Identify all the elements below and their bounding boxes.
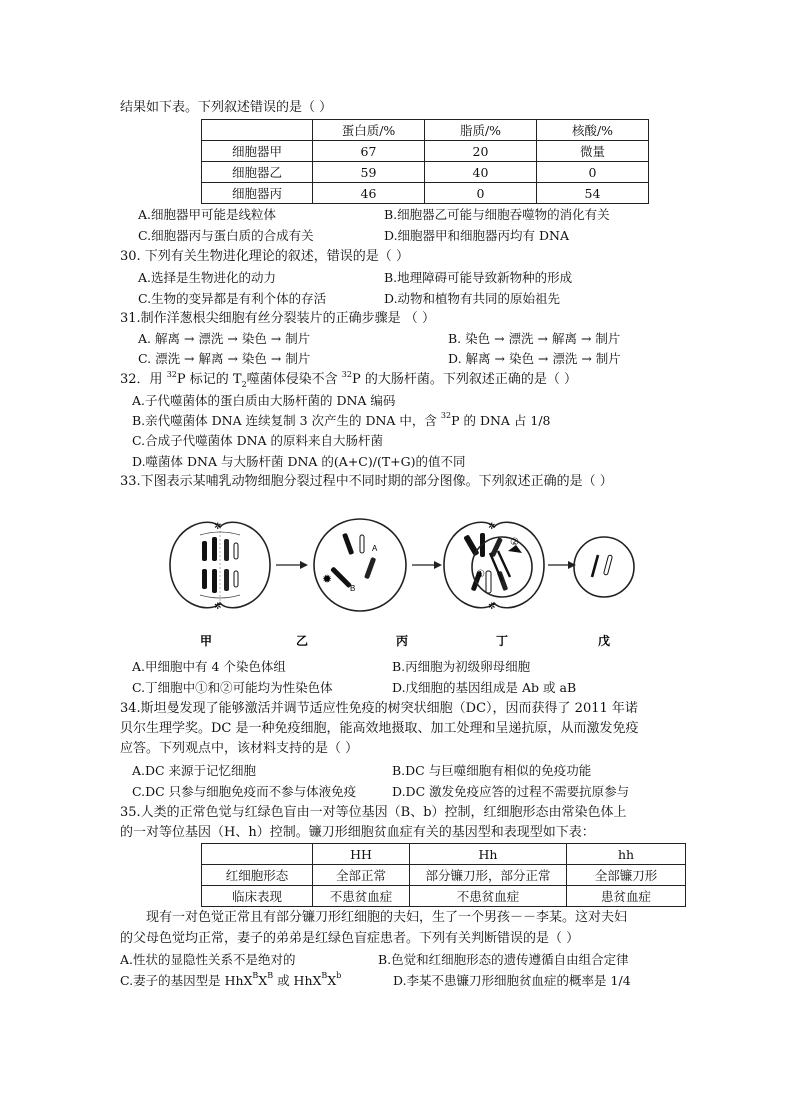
table-cell: 20 — [425, 141, 537, 162]
centrosome-star: ✲ — [214, 602, 222, 612]
q32-option-b — [132, 412, 551, 430]
table-cell: 蛋白质/% — [313, 120, 425, 141]
table-cell: 临床表现 — [202, 886, 313, 907]
q35-table — [201, 843, 686, 907]
q33-option-b: B.丙细胞为初级卵母细胞 — [392, 659, 531, 674]
q34-line-3: 应答。下列观点中，该材料支持的是（ ） — [120, 741, 359, 756]
q32-stem-part: P 的大肠杆菌。下列叙述正确的是（ ） — [351, 372, 577, 387]
q29-option-c: C.细胞器丙与蛋白质的合成有关 — [138, 228, 314, 243]
q32-option-b-part: P 的 DNA 占 1/8 — [451, 413, 551, 428]
q35-option-c-part: 或 HhX — [273, 973, 322, 988]
table-row — [202, 120, 649, 141]
cell-yi — [296, 519, 409, 648]
q32-option-c: C.合成子代噬菌体 DNA 的原料来自大肠杆菌 — [132, 433, 384, 448]
table-row — [202, 141, 649, 162]
q34-option-b: B.DC 与巨噬细胞有相似的免疫功能 — [392, 763, 592, 778]
q35-line-3: 现有一对色觉正常且有部分镰刀形红细胞的夫妇，生了一个男孩－－李某。这对夫妇 — [146, 910, 628, 925]
table-cell: 细胞器丙 — [202, 183, 313, 204]
q32-stem-part: P 标记的 T — [176, 372, 242, 387]
q35-option-c-part: X — [327, 973, 337, 988]
q35-option-b: B.色觉和红细胞形态的遗传遵循自由组合定律 — [378, 952, 629, 967]
table-cell: 核酸/% — [537, 120, 649, 141]
q33-option-c: C.丁细胞中①和②可能均为性染色体 — [132, 680, 333, 695]
q32-sub: 2 — [241, 380, 247, 389]
cell-wu — [574, 537, 634, 648]
centrosome-star: ✹ — [322, 572, 333, 586]
label-bing: 丙 — [396, 634, 409, 648]
table-cell — [202, 120, 313, 141]
q32-stem — [120, 371, 577, 389]
table-cell: 0 — [425, 183, 537, 204]
table-cell: 全部镰刀形 — [567, 865, 686, 886]
q32-option-b-part: B.亲代噬菌体 DNA 连续复制 3 次产生的 DNA 中，含 — [132, 413, 441, 428]
q29-option-a: A.细胞器甲可能是线粒体 — [138, 207, 277, 222]
table-cell: 67 — [313, 141, 425, 162]
table-cell: 54 — [537, 183, 649, 204]
q33-stem: 33.下图表示某哺乳动物细胞分裂过程中不同时期的部分图像。下列叙述正确的是（ ） — [120, 474, 613, 489]
label-ding: 丁 — [496, 634, 509, 648]
mark-a: A — [372, 544, 378, 553]
q31-option-c: C. 漂洗 → 解离 → 染色 → 制片 — [138, 351, 311, 366]
q35-option-c-part: C.妻子的基因型是 HhX — [120, 973, 253, 988]
q31-option-d: D. 解离 → 染色 → 漂洗 → 制片 — [448, 351, 621, 366]
q35-line-1: 35.人类的正常色觉与红绿色盲由一对等位基因（B、b）控制，红细胞形态由常染色体上 — [120, 805, 627, 820]
table-cell: 脂质/% — [425, 120, 537, 141]
q30-option-c: C.生物的变异都是有利个体的存活 — [138, 291, 327, 306]
table-row — [202, 844, 686, 865]
q35-option-c — [120, 972, 341, 990]
q29-option-b: B.细胞器乙可能与细胞吞噬物的消化有关 — [384, 207, 610, 222]
table-cell: 患贫血症 — [567, 886, 686, 907]
table-cell: 部分镰刀形，部分正常 — [410, 865, 567, 886]
q35-sup: b — [336, 971, 342, 980]
q30-stem: 30. 下列有关生物进化理论的叙述，错误的是（ ） — [120, 249, 409, 264]
q35-option-a: A.性状的显隐性关系不是绝对的 — [120, 952, 296, 967]
q34-line-1: 34.斯坦曼发现了能够激活并调节适应性免疫的树突状细胞（DC），因而获得了 2011 年诺 — [120, 701, 638, 716]
cell-jia — [170, 522, 270, 648]
q34-option-d: D.DC 激发免疫应答的过程不需要抗原参与 — [392, 784, 630, 799]
q32-option-d: D.噬菌体 DNA 与大肠杆菌 DNA 的(A+C)/(T+G)的值不同 — [132, 454, 466, 469]
table-cell: 红细胞形态 — [202, 865, 313, 886]
cell-division-figure — [150, 505, 660, 655]
table-cell: 0 — [537, 162, 649, 183]
table-cell: 全部正常 — [313, 865, 410, 886]
q35-line-4: 的父母色觉均正常，妻子的弟弟是红绿色盲症患者。下列有关判断错误的是（ ） — [120, 931, 580, 946]
q32-option-a: A.子代噬菌体的蛋白质由大肠杆菌的 DNA 编码 — [132, 393, 396, 408]
table-row — [202, 865, 686, 886]
q33-option-d: D.戊细胞的基因组成是 Ab 或 aB — [392, 680, 577, 695]
q31-option-a: A. 解离 → 漂洗 → 染色 → 制片 — [138, 331, 311, 346]
q30-option-b: B.地理障碍可能导致新物种的形成 — [384, 270, 573, 285]
mark-circle-2: ② — [510, 537, 519, 548]
q32-sup: 32 — [166, 370, 177, 379]
cell-bing — [396, 522, 544, 648]
centrosome-star: ✲ — [214, 522, 222, 532]
q35-sup: B — [252, 971, 259, 980]
table-cell: hh — [567, 844, 686, 865]
table-cell: 不患贫血症 — [410, 886, 567, 907]
q31-stem: 31.制作洋葱根尖细胞有丝分裂装片的正确步骤是 （ ） — [120, 311, 435, 326]
q34-line-2: 贝尔生理学奖。DC 是一种免疫细胞，能高效地摄取、加工处理和呈递抗原，从而激发免疫 — [120, 721, 639, 736]
table-cell: 46 — [313, 183, 425, 204]
label-jia: 甲 — [200, 634, 213, 648]
q35-option-d: D.李某不患镰刀形细胞贫血症的概率是 1/4 — [393, 973, 631, 988]
centrosome-star: ✲ — [488, 522, 496, 532]
table-row — [202, 183, 649, 204]
q35-option-c-part: X — [258, 973, 268, 988]
q32-sup: 32 — [341, 370, 352, 379]
table-cell: 40 — [425, 162, 537, 183]
table-cell: 不患贫血症 — [313, 886, 410, 907]
table-cell: 细胞器甲 — [202, 141, 313, 162]
table-cell: 59 — [313, 162, 425, 183]
mark-b: B — [350, 584, 356, 593]
q35-line-2: 的一对等位基因（H、h）控制。镰刀形细胞贫血症有关的基因型和表现型如下表： — [120, 825, 595, 840]
q29-option-d: D.细胞器甲和细胞器丙均有 DNA — [384, 228, 570, 243]
table-cell: 微量 — [537, 141, 649, 162]
q34-option-c: C.DC 只参与细胞免疫而不参与体液免疫 — [132, 784, 357, 799]
q29-stem: 结果如下表。下列叙述错误的是（ ） — [120, 100, 333, 115]
table-row — [202, 886, 686, 907]
label-yi: 乙 — [296, 634, 309, 648]
label-wu: 戊 — [598, 634, 611, 648]
table-cell: 细胞器乙 — [202, 162, 313, 183]
q30-option-d: D.动物和植物有共同的原始祖先 — [384, 291, 561, 306]
centrosome-star: ✲ — [488, 602, 496, 612]
q29-table — [201, 119, 649, 204]
table-row — [202, 162, 649, 183]
q31-option-b: B. 染色 → 漂洗 → 解离 → 制片 — [448, 331, 621, 346]
q35-sup: B — [321, 971, 328, 980]
q32-stem-part: 32．用 — [120, 372, 167, 387]
table-cell: Hh — [410, 844, 567, 865]
q33-option-a: A.甲细胞中有 4 个染色体组 — [132, 659, 286, 674]
q32-sup: 32 — [440, 411, 452, 420]
q32-stem-part: 噬菌体侵染不含 — [246, 372, 342, 387]
q35-sup: B — [267, 971, 274, 980]
table-cell — [202, 844, 313, 865]
mark-circle-1: ① — [476, 569, 485, 580]
q30-option-a: A.选择是生物进化的动力 — [138, 270, 277, 285]
q34-option-a: A.DC 来源于记忆细胞 — [132, 763, 257, 778]
table-cell: HH — [313, 844, 410, 865]
